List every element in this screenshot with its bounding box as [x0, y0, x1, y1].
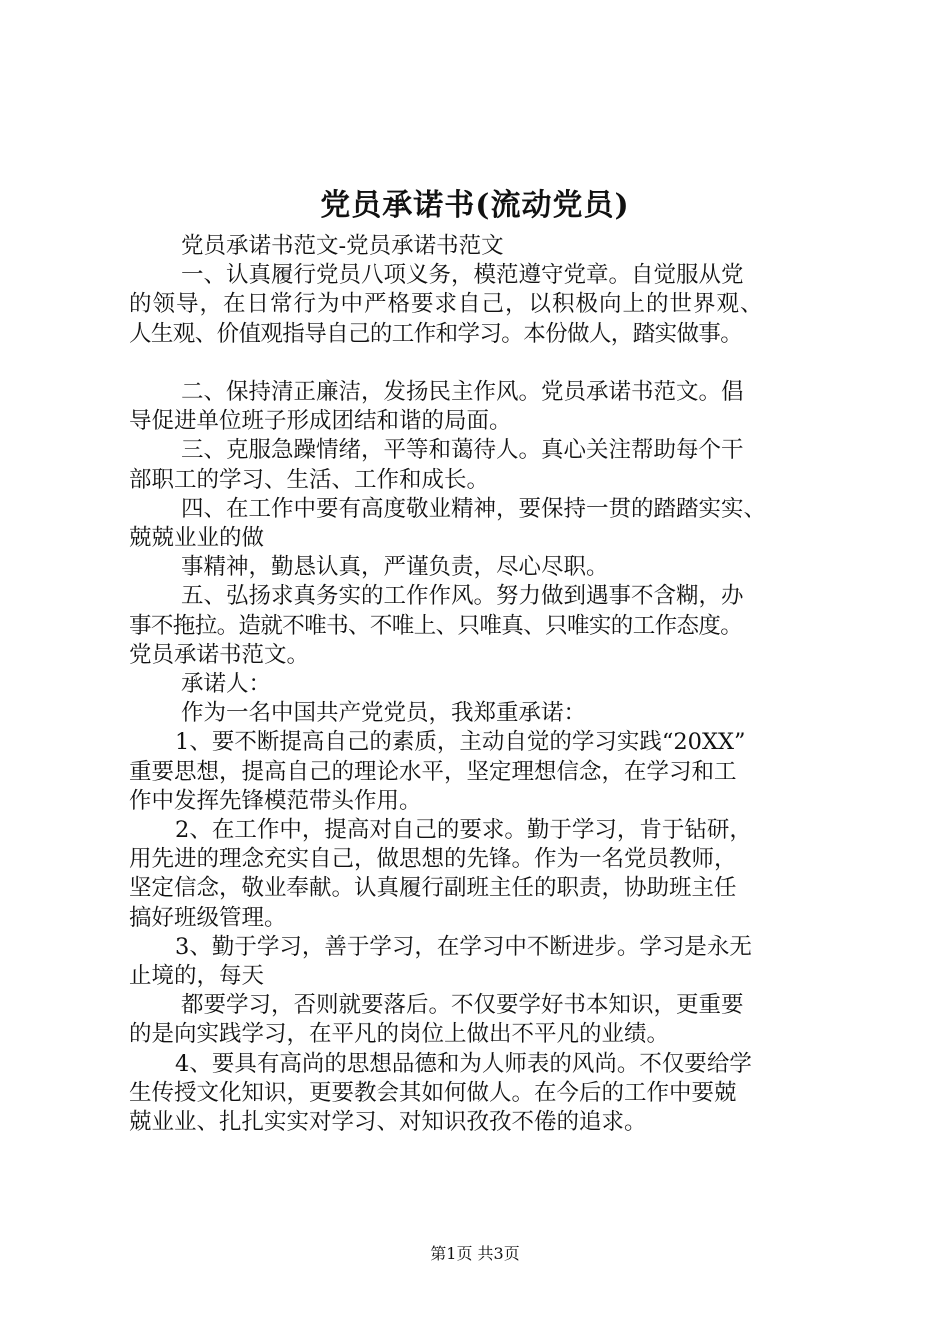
text-line: 二、保持清正廉洁，发扬民主作风。党员承诺书范文。倡 — [181, 379, 744, 405]
text-line: 党员承诺书范文。 — [129, 641, 310, 668]
text-line: 都要学习，否则就要落后。不仅要学好书本知识，更重要 — [181, 992, 744, 1019]
text-line: 事不拖拉。造就不唯书、不唯上、只唯真、只唯实的工作态度。 — [129, 612, 743, 639]
text-line: 作中发挥先锋模范带头作用。 — [129, 787, 422, 814]
page-footer: 第1页 共3页 — [430, 1244, 520, 1263]
text-line: 4、要具有高尚的思想品德和为人师表的风尚。不仅要给学 — [175, 1050, 752, 1077]
text-line: 作为一名中国共产党党员，我郑重承诺： — [181, 700, 587, 727]
text-line: 部职工的学习、生活、工作和成长。 — [129, 466, 490, 493]
text-line: 用先进的理念充实自己，做思想的先锋。作为一名党员教师， — [129, 846, 737, 873]
text-line: 导促进单位班子形成团结和谐的局面。 — [129, 408, 512, 435]
text-line: 承诺人： — [181, 671, 272, 698]
text-line: 一、认真履行党员八项义务，模范遵守党章。自觉服从党 — [181, 262, 744, 289]
text-line: 搞好班级管理。 — [129, 904, 287, 931]
text-line: 兢兢业业的做 — [129, 525, 265, 552]
text-line: 三、克服急躁情绪，平等和蔼待人。真心关注帮助每个干 — [181, 437, 744, 464]
text-line: 事精神，勤恳认真，严谨负责，尽心尽职。 — [181, 554, 609, 581]
text-line: 2、在工作中，提高对自己的要求。勤于学习，肯于钻研， — [175, 817, 752, 844]
text-line: 1、要不断提高自己的素质，主动自觉的学习实践“20XX” — [175, 729, 746, 756]
text-line: 的领导，在日常行为中严格要求自己，以积极向上的世界观、 — [129, 291, 764, 318]
text-line: 止境的，每天 — [129, 963, 265, 990]
text-line: 兢业业、扎扎实实对学习、对知识孜孜不倦的追求。 — [129, 1109, 647, 1136]
blank-line — [129, 349, 834, 378]
document-body — [129, 232, 834, 1137]
text-line: 坚定信念，敬业奉献。认真履行副班主任的职责，协助班主任 — [129, 875, 737, 902]
page-title: 党员承诺书(流动党员) — [320, 188, 630, 223]
text-line: 四、在工作中要有高度敬业精神，要保持一贯的踏踏实实、 — [181, 495, 767, 522]
text-line: 人生观、价值观指导自己的工作和学习。本份做人，踏实做事。 — [129, 320, 743, 347]
text-line: 党员承诺书范文-党员承诺书范文 — [181, 233, 504, 259]
text-line: 的是向实践学习，在平凡的岗位上做出不平凡的业绩。 — [129, 1021, 670, 1048]
text-line: 五、弘扬求真务实的工作作风。努力做到遇事不含糊，办 — [181, 583, 744, 610]
text-line: 重要思想，提高自己的理论水平，坚定理想信念，在学习和工 — [129, 758, 737, 785]
text-line: 3、勤于学习，善于学习，在学习中不断进步。学习是永无 — [175, 933, 752, 960]
text-line: 生传授文化知识，更要教会其如何做人。在今后的工作中要兢 — [129, 1079, 737, 1106]
